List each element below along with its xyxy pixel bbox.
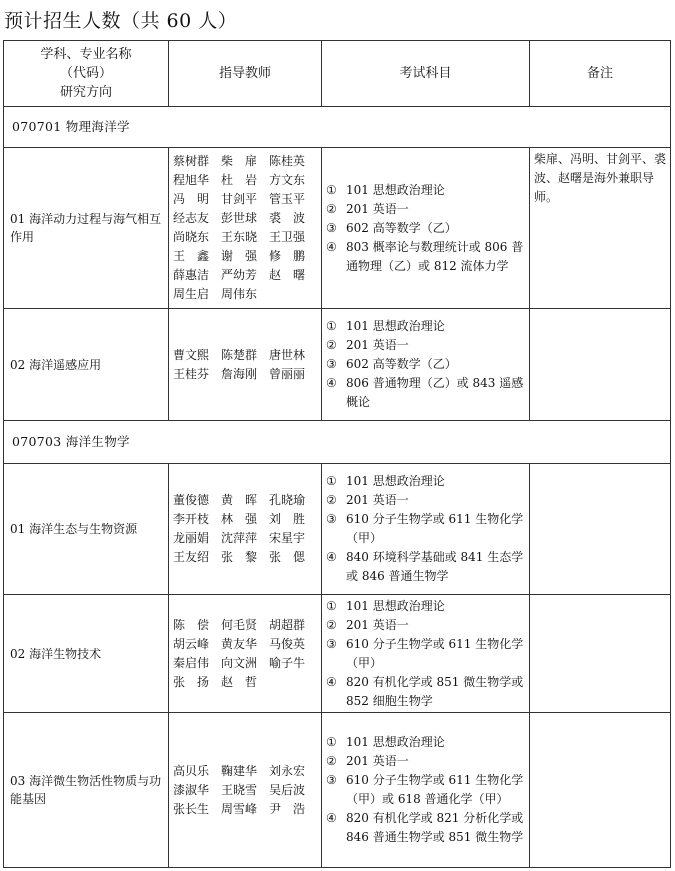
advisor-name: 谢 强 [221,249,258,263]
direction-row [4,595,671,713]
advisor-name: 张 扬 [173,674,210,689]
exam-item [326,181,525,200]
exam-number: ④ [326,550,337,564]
exam-item [326,374,525,412]
exam-subject: 610 分子生物学或 611 生物化学（甲） [346,512,524,545]
advisor-name: 周伟东 [221,287,258,301]
advisor-name: 杜 岩 [221,173,258,187]
exam-number: ③ [326,357,337,371]
exam-subject: 820 有机化学或 821 分析化学或 846 普通生物学或 851 微生物学 [346,811,524,844]
section-heading: 070701 物理海洋学 [4,107,671,148]
direction-row [4,309,671,421]
advisor-name: 方文东 [269,173,306,187]
exam-item [326,733,525,752]
exam-number: ④ [326,811,337,825]
notes-cell [530,595,671,713]
advisor-name: 薛惠洁 [173,268,210,282]
advisors-cell [169,464,322,595]
advisor-name: 王 鑫 [173,249,210,263]
research-direction: 03 海洋微生物活性物质与功能基因 [4,713,169,868]
exam-item [326,548,525,586]
advisor-name: 鞠建华 [221,763,258,778]
exams-cell [322,595,530,713]
exam-number: ① [326,182,337,197]
advisor-name: 陈 偿 [173,617,210,632]
exam-number: ③ [326,773,337,787]
advisor-name: 王友绍 [173,550,210,564]
advisor-name: 龙丽娟 [173,531,210,545]
notes-cell [530,464,671,595]
exam-subject: 201 英语一 [346,493,409,507]
exam-subject: 820 有机化学或 851 微生物学或 852 细胞生物学 [346,674,524,708]
advisor-name: 柴 扉 [221,154,258,168]
exam-subject: 201 英语一 [346,617,409,632]
exam-number: ③ [326,220,337,235]
advisor-name: 尹 浩 [269,801,306,816]
exam-subject: 610 分子生物学或 611 生物化学（甲）或 618 普通化学（甲） [346,773,524,806]
research-direction: 02 海洋生物技术 [4,595,169,713]
subject-header-line: （代码） [59,66,112,81]
advisor-name: 董俊德 [173,493,210,507]
advisors-cell [169,148,322,309]
advisor-name: 刘 胜 [269,512,306,526]
advisor-name: 唐世林 [269,347,306,362]
advisor-name: 曾丽丽 [269,366,306,381]
exam-item [326,673,525,711]
exam-number: ② [326,754,337,768]
advisor-name: 高贝乐 [173,763,210,778]
exam-subject: 101 思想政治理论 [346,735,445,749]
advisor-name: 黄 晖 [221,493,258,507]
exam-number: ① [326,319,337,333]
exams-cell [322,148,530,309]
advisor-name: 管玉平 [269,192,306,206]
advisor-name: 陈楚群 [221,347,258,362]
notes-cell [530,309,671,421]
advisor-name: 王卫强 [269,230,306,244]
advisor-name: 尚晓东 [173,230,210,244]
exam-subject: 101 思想政治理论 [346,598,445,613]
advisor-name: 漆淑华 [173,782,210,797]
advisor-name: 何毛贤 [221,617,258,632]
advisor-name: 沈萍萍 [221,531,258,545]
advisor-name: 宋星宇 [269,531,306,545]
advisor-name: 喻子牛 [269,655,306,670]
exam-number: ④ [326,239,337,254]
exam-number: ① [326,474,337,488]
advisor-name: 周雪峰 [221,801,258,816]
advisor-name: 张 黎 [221,550,258,564]
table-header-row [4,41,671,107]
advisor-name: 修 鹏 [269,249,306,263]
exams-cell [322,464,530,595]
advisor-name: 林 强 [221,512,258,526]
advisor-name: 马俊英 [269,636,306,651]
advisors-cell [169,713,322,868]
exam-subject: 101 思想政治理论 [346,182,445,197]
exam-subject: 602 高等数学（乙） [346,357,457,371]
advisor-name: 张长生 [173,801,210,816]
advisors-cell [169,309,322,421]
exam-item [326,771,525,809]
exams-cell [322,713,530,868]
advisor-name: 孔晓瑜 [269,493,306,507]
exam-subject: 201 英语一 [346,338,409,352]
exam-item [326,597,525,616]
exam-number: ② [326,201,337,216]
exam-item [326,472,525,491]
advisor-name: 彭世球 [221,211,258,225]
exam-number: ② [326,338,337,352]
advisor-name: 秦启伟 [173,655,210,670]
exam-number: ① [326,598,337,613]
enrollment-table [3,40,671,868]
notes-cell [530,713,671,868]
advisors-header: 指导教师 [169,41,322,107]
exam-subject: 840 环境科学基础或 841 生态学或 846 普通生物学 [346,550,524,583]
exam-item [326,317,525,336]
exam-item [326,635,525,673]
advisor-name: 王晓雪 [221,782,258,797]
advisor-name: 程旭华 [173,173,210,187]
exam-number: ① [326,735,337,749]
advisor-name: 胡超群 [269,617,306,632]
exams-cell [322,309,530,421]
exam-item [326,752,525,771]
notes-cell: 柴扉、冯明、甘剑平、裘波、赵曙是海外兼职导师。 [530,148,671,309]
advisor-name: 甘剑平 [221,192,258,206]
exam-number: ③ [326,636,337,651]
exam-item [326,510,525,548]
advisor-name: 王东晓 [221,230,258,244]
exam-item [326,355,525,374]
subject-header-line: 研究方向 [59,85,112,100]
advisor-name: 裘 波 [269,211,306,225]
advisor-name: 李开枝 [173,512,210,526]
direction-row [4,148,671,309]
exam-subject: 602 高等数学（乙） [346,220,457,235]
advisor-name: 向文洲 [221,655,258,670]
exam-number: ④ [326,674,337,689]
advisor-name: 詹海刚 [221,366,258,381]
advisor-name: 赵 曙 [269,268,306,282]
exam-subject: 101 思想政治理论 [346,474,445,488]
advisor-name: 蔡树群 [173,154,210,168]
section-heading: 070703 海洋生物学 [4,421,671,464]
exam-subject: 201 英语一 [346,201,409,216]
subject-header-line: 学科、专业名称 [40,47,132,62]
exam-item [326,491,525,510]
exam-item [326,809,525,847]
section-row [4,421,671,464]
notes-header: 备注 [530,41,671,107]
exam-number: ④ [326,376,337,390]
exam-number: ③ [326,512,337,526]
advisor-name: 刘永宏 [269,763,306,778]
direction-row [4,713,671,868]
advisor-name: 陈桂英 [269,154,306,168]
advisor-name: 王桂芬 [173,366,210,381]
exam-subject: 101 思想政治理论 [346,319,445,333]
research-direction: 02 海洋遥感应用 [4,309,169,421]
advisor-name: 吴后波 [269,782,306,797]
exam-subject: 803 概率论与数理统计或 806 普通物理（乙）或 812 流体力学 [346,239,524,273]
exam-item [326,616,525,635]
direction-row [4,464,671,595]
advisors-cell [169,595,322,713]
subject-header [4,41,169,107]
exam-subject: 201 英语一 [346,754,409,768]
exams-header: 考试科目 [322,41,530,107]
exam-item [326,219,525,238]
advisor-name: 曹文熙 [173,347,210,362]
page-title: 预计招生人数（共 60 人） [4,10,238,32]
advisor-name: 经志友 [173,211,210,225]
advisor-name: 严幼芳 [221,268,258,282]
advisor-name: 冯 明 [173,192,210,206]
exam-item [326,336,525,355]
exam-subject: 806 普通物理（乙）或 843 遥感概论 [346,376,524,409]
advisor-name: 胡云峰 [173,636,210,651]
exam-item [326,200,525,219]
exam-number: ② [326,493,337,507]
section-row [4,107,671,148]
advisor-name: 赵 哲 [221,674,258,689]
advisor-name: 黄友华 [221,636,258,651]
research-direction: 01 海洋生态与生物资源 [4,464,169,595]
exam-item [326,238,525,276]
exam-number: ② [326,617,337,632]
advisor-name: 张 偲 [269,550,306,564]
research-direction: 01 海洋动力过程与海气相互作用 [4,148,169,309]
exam-subject: 610 分子生物学或 611 生物化学（甲） [346,636,524,670]
advisor-name: 周生启 [173,287,210,301]
